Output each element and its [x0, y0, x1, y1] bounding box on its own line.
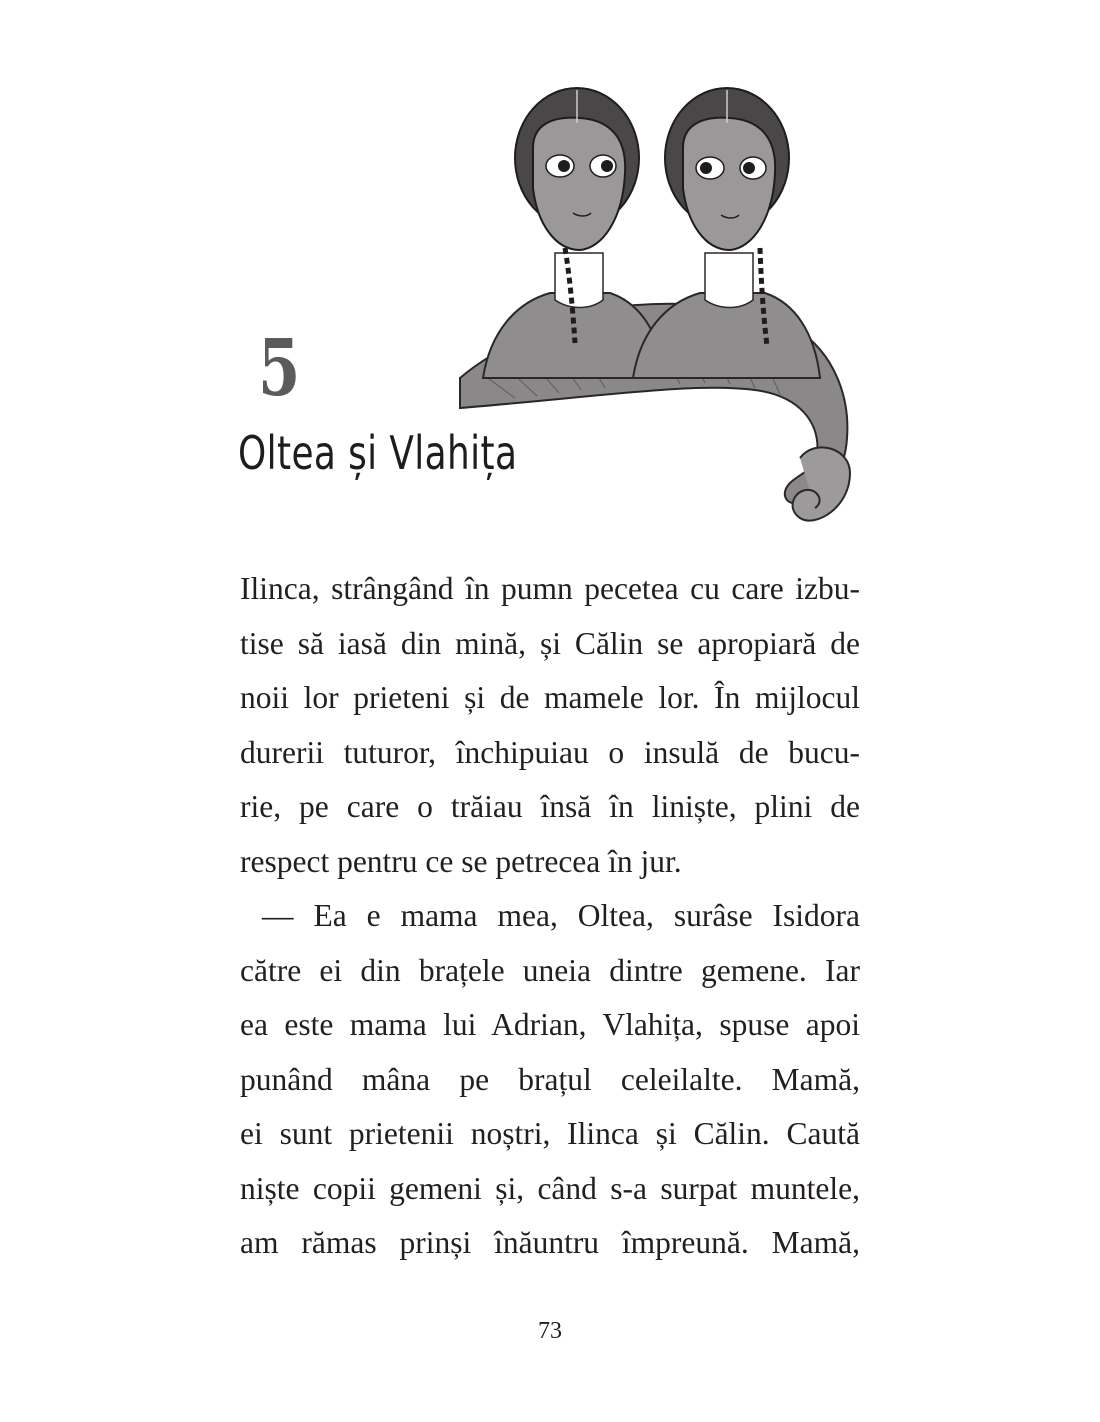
chapter-number: 5 — [258, 323, 301, 414]
text-line: punând mâna pe brațul celeilalte. Mamă, — [240, 1061, 860, 1097]
text-line: Ilinca, strângând în pumn pecetea cu care izbu- — [240, 571, 860, 606]
text-line: niște copii gemeni și, când s-a surpat muntele, — [240, 1170, 860, 1206]
text-line: tise să iasă din mină, și Călin se apropiară de — [240, 625, 860, 661]
page-number: 73 — [538, 1318, 562, 1344]
text-line: durerii tuturor, închipuiau o insulă de bucu- — [240, 734, 860, 770]
body-text — [240, 562, 860, 1271]
text-line: ea este mama lui Adrian, Vlahița, spuse apoi — [240, 1007, 860, 1042]
text-line: către ei din brațele uneia dintre gemene. Iar — [240, 952, 860, 988]
text-line: am rămas prinși înăuntru împreună. Mamă, — [240, 1225, 860, 1260]
paragraph — [240, 889, 860, 1271]
text-line: ei sunt prietenii noștri, Ilinca și Călin. Caută — [240, 1116, 860, 1151]
text-line: — Ea e mama mea, Oltea, surâse Isidora — [262, 898, 860, 933]
paragraph — [240, 562, 860, 889]
chapter-title: Oltea și Vlahița — [238, 426, 518, 480]
text-line: respect pentru ce se petrecea în jur. — [240, 843, 682, 879]
text-line: rie, pe care o trăiau însă în liniște, plini de — [240, 789, 860, 824]
text-line: noii lor prieteni și de mamele lor. În mijlocul — [240, 680, 860, 715]
